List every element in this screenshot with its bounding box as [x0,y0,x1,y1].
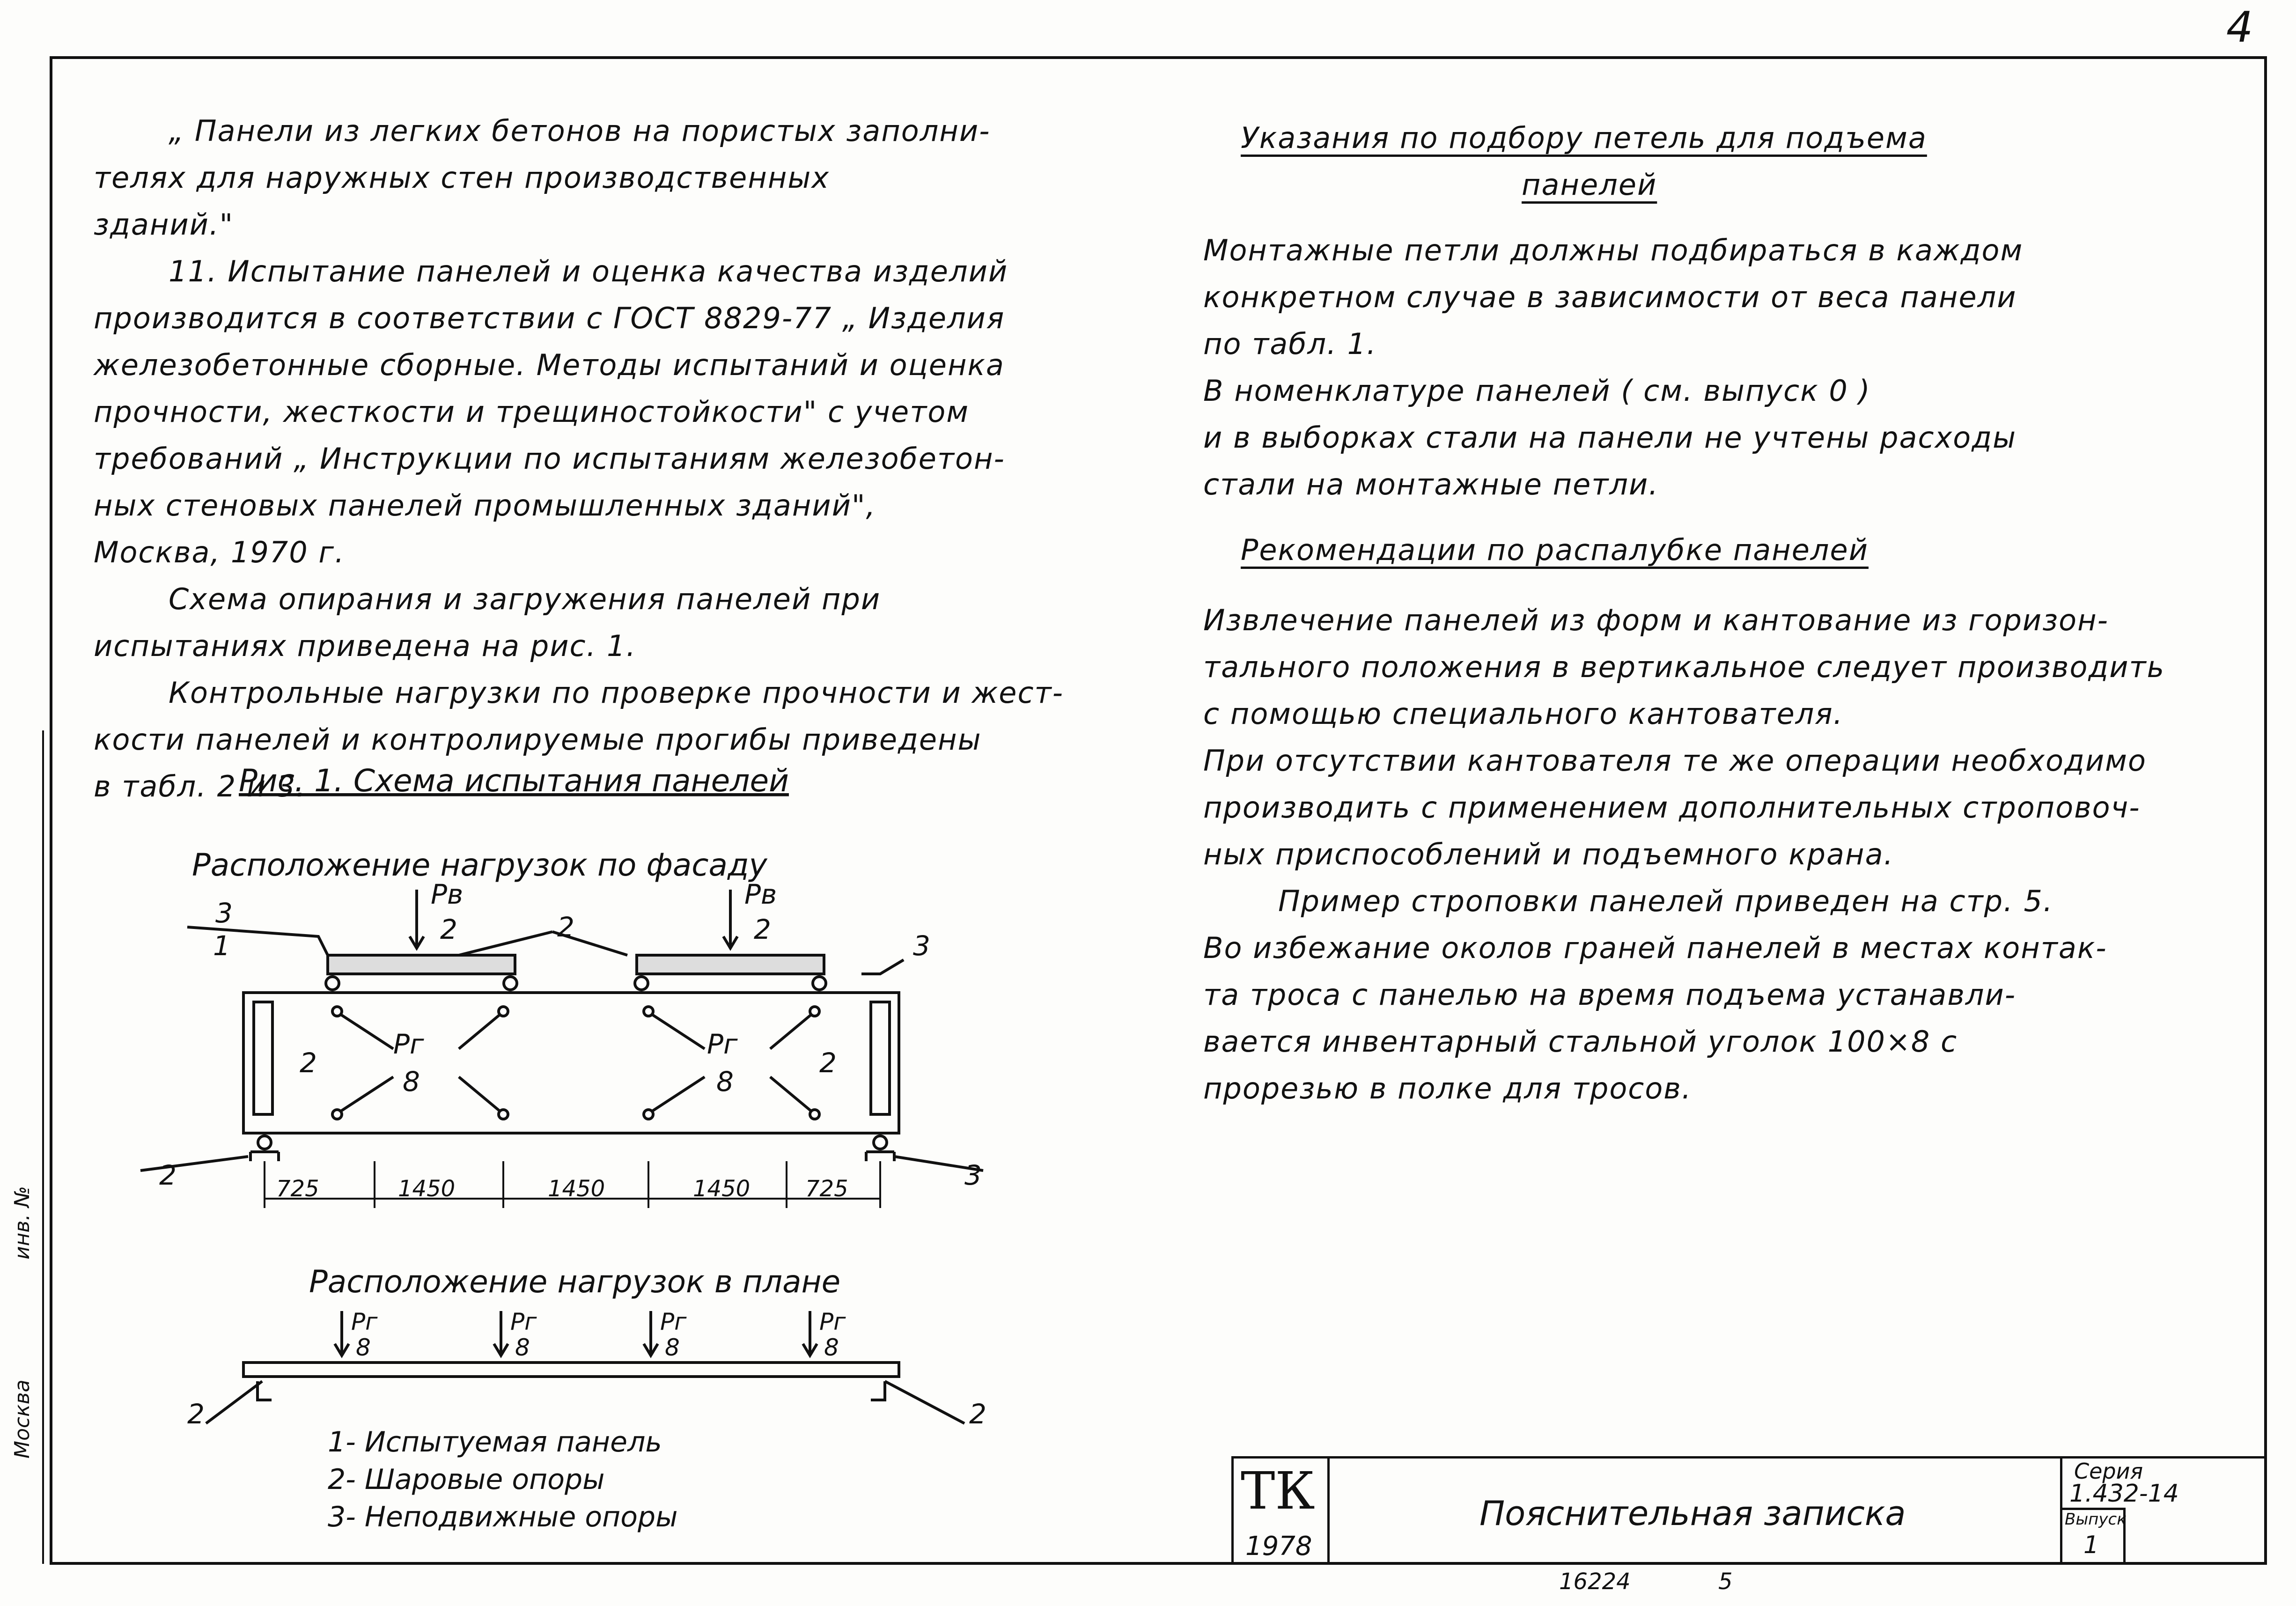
load-label-mid-right-den: 8 [716,1066,734,1098]
left-line: „ Панели из легких бетонов на пористых заполни- [169,114,991,148]
load-beam-right [637,955,824,974]
legend-item: 1- Испытуемая панель [328,1426,662,1459]
left-line: требований „ Инструкции по испытаниям железобетон- [94,442,1005,476]
plan-load-2-den: 8 [515,1334,530,1361]
series-label: Серия [2074,1459,2143,1484]
left-line: Москва, 1970 г. [94,535,345,569]
callout-2-top: 2 [557,911,574,943]
org-code: ТК [1241,1461,1315,1521]
title-block [1231,1456,2267,1565]
plan-load-1-den: 8 [356,1334,371,1361]
callout-3-support: 3 [964,1159,982,1191]
para2-line: вается инвентарный стальной уголок 100×8 с [1203,1024,1958,1059]
callout-1: 1 [213,930,230,962]
facade-caption: Расположение нагрузок по фасаду [192,847,767,883]
figure-test-scheme [131,749,1161,1545]
callout-2-right: 2 [819,1047,837,1079]
dim-725-left: 725 [276,1176,319,1202]
issue-value: 1 [2083,1531,2099,1559]
load-label-mid-left-den: 8 [403,1066,420,1098]
para2-line: с помощью специального кантователя. [1203,697,1844,731]
load-beam-left [328,955,515,974]
load-label-top-right-den: 2 [754,914,771,945]
para1-line: Монтажные петли должны подбираться в каждом [1203,233,2024,267]
plan-load-4: Pг [819,1308,846,1335]
load-label-mid-right: Pг [707,1028,738,1060]
side-label-moscow: Москва [10,1379,34,1459]
plan-load-3-den: 8 [665,1334,680,1361]
para2-line: Извлечение панелей из форм и кантование из горизон- [1203,603,2109,637]
para2-line: тального положения в вертикальное следует производить [1203,650,2165,684]
document-title: Пояснительная записка [1479,1494,1906,1533]
left-text-column [94,108,1124,810]
left-line: испытаниях приведена на рис. 1. [94,629,637,663]
figure-title: Рис. 1. Схема испытания панелей [239,763,789,799]
series-value: 1.432-14 [2069,1480,2179,1508]
callout-2-plan-left: 2 [187,1398,205,1430]
para1-line: В номенклатуре панелей ( см. выпуск 0 ) [1203,374,1871,408]
side-stamp-strip [9,730,44,1564]
plan-load-2: Pг [510,1308,537,1335]
issue-label: Выпуск [2065,1510,2127,1529]
heading-formwork: Рекомендации по распалубке панелей [1241,533,1869,567]
page-number: 4 [2226,3,2253,52]
load-label-top-left-den: 2 [440,914,457,945]
para1-line: конкретном случае в зависимости от веса панели [1203,280,2017,314]
left-line: Контрольные нагрузки по проверке прочности и жест- [169,676,1064,710]
plan-load-1: Pг [351,1308,378,1335]
legend-item: 2- Шаровые опоры [328,1463,605,1496]
stamp-year: 1978 [1245,1531,1312,1562]
bottom-page: 5 [1718,1569,1733,1595]
side-label-inv: инв. № [10,1186,34,1260]
para2-line: прорезью в полке для тросов. [1203,1071,1692,1105]
para2-line: Пример строповки панелей приведен на стр. 5. [1278,884,2053,918]
plan-load-4-den: 8 [824,1334,839,1361]
para2-line: производить с применением дополнительных строповоч- [1203,790,2141,825]
callout-2-left: 2 [300,1047,317,1079]
para1-line: стали на монтажные петли. [1203,467,1659,501]
heading-loops: Указания по подбору петель для подъема [1241,121,1927,155]
callout-3-right: 3 [913,930,930,962]
callout-2-support: 2 [159,1159,177,1191]
dim-1450-3: 1450 [693,1176,751,1202]
right-text-column [1203,115,2186,1112]
dim-1450-2: 1450 [548,1176,605,1202]
para2-line: При отсутствии кантователя те же операции необходимо [1203,744,2147,778]
left-line: железобетонные сборные. Методы испытаний и оценка [94,348,1005,382]
left-line: зданий." [94,207,234,242]
heading-loops-cont: панелей [1522,168,1657,202]
para1-line: по табл. 1. [1203,327,1377,361]
panel-plan [243,1363,899,1377]
left-line: Схема опирания и загружения панелей при [169,582,881,616]
dim-1450-1: 1450 [398,1176,456,1202]
load-label-top-right: Pв [744,878,777,910]
left-line: производится в соответствии с ГОСТ 8829-77 „ Изделия [94,301,1005,335]
plan-load-3: Pг [660,1308,687,1335]
left-line: телях для наружных стен производственных [94,161,830,195]
left-line: ных стеновых панелей промышленных зданий", [94,488,876,523]
load-label-mid-left: Pг [393,1028,424,1060]
para1-line: и в выборках стали на панели не учтены расходы [1203,420,2017,455]
left-line: в табл. 2 и 3. [94,769,306,803]
plan-caption: Расположение нагрузок в плане [309,1264,841,1300]
left-line: 11. Испытание панелей и оценка качества изделий [169,254,1008,288]
callout-2-plan-right: 2 [969,1398,986,1430]
left-line: кости панелей и контролируемые прогибы приведены [94,722,982,757]
legend-item: 3- Неподвижные опоры [328,1501,678,1533]
para2-line: та троса с панелью на время подъема устанавли- [1203,978,2016,1012]
load-label-top-left: Pв [431,878,464,910]
left-line: прочности, жесткости и трещиностойкости" с учетом [94,395,970,429]
para2-line: Во избежание околов граней панелей в местах контак- [1203,931,2107,965]
bottom-code: 16224 [1559,1569,1631,1595]
callout-3-left: 3 [215,897,233,929]
para2-line: ных приспособлений и подъемного крана. [1203,837,1894,871]
dim-725-right: 725 [805,1176,848,1202]
